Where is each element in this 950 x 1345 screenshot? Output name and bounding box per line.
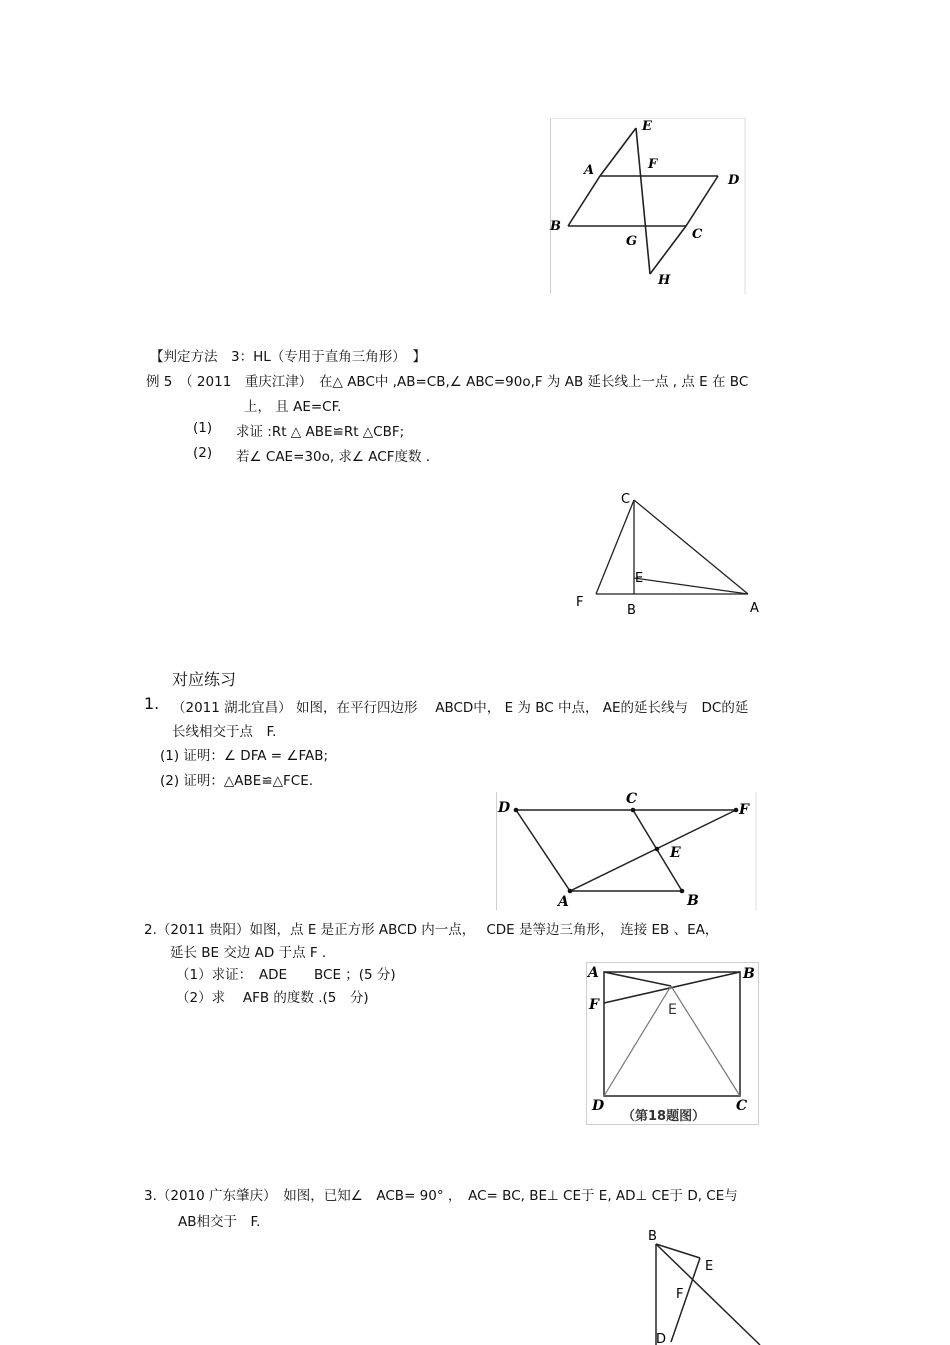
p2-line1: 2.（2011 贵阳）如图，点 E 是正方形 ABCD 内一点， CDE 是等边三角形， 连接 EB 、EA， (144, 922, 719, 938)
label-E: E (642, 119, 652, 134)
label-C: C (626, 791, 638, 807)
p1-q1: (1) 证明：∠ DFA = ∠FAB; (160, 748, 329, 764)
label-D: D (498, 800, 511, 816)
label-E: E (670, 845, 681, 861)
label-B: B (743, 966, 755, 982)
p3-line2: AB相交于 F. (178, 1214, 261, 1230)
label-A: A (584, 163, 595, 178)
p2-q2: （2）求 AFB 的度数 .(5 分) (176, 990, 369, 1006)
label-F: F (589, 997, 599, 1013)
p1-q2: (2) 证明：△ABE≌△FCE. (160, 773, 314, 789)
example5-q1: 求证 :Rt △ ABE≌Rt △CBF; (236, 424, 405, 440)
example5-line1: 例 5 （ 2011 重庆江津） 在△ ABC中 ,AB=CB,∠ ABC=90o,F 为 AB 延长线上一点 , 点 E 在 BC (146, 374, 749, 390)
section-heading: 【判定方法 3：HL（专用于直角三角形） 】 (150, 349, 427, 365)
figure-example5 (570, 488, 770, 620)
figure-top (550, 118, 746, 294)
example5-q2-num: (2) (193, 445, 213, 461)
label-C: C (621, 492, 631, 507)
label-C: C (692, 227, 703, 242)
label-E: E (705, 1259, 714, 1274)
label-E: E (635, 571, 644, 586)
label-F: F (676, 1287, 684, 1302)
p2-line2: 延长 BE 交边 AD 于点 F . (170, 945, 327, 961)
p3-line1: 3.（2010 广东肇庆） 如图，已知∠ ACB= 90° ， AC= BC, BE⊥ CE于 E, AD⊥ CE于 D, CE与 (144, 1188, 738, 1204)
label-G: G (626, 234, 638, 249)
label-B: B (648, 1229, 657, 1244)
example5-line2: 上， 且 AE=CF. (244, 399, 342, 415)
label-D: D (656, 1332, 667, 1345)
figure-p1 (496, 792, 758, 910)
label-E: E (668, 1002, 677, 1018)
label-H: H (658, 273, 671, 288)
figure-caption: （第18题图） (622, 1109, 706, 1124)
label-A: A (750, 601, 759, 616)
label-C: C (736, 1098, 748, 1114)
label-B: B (550, 219, 561, 234)
practice-heading: 对应练习 (172, 670, 237, 689)
example5-q2: 若∠ CAE=30o, 求∠ ACF度数 . (236, 449, 431, 465)
label-D: D (592, 1098, 605, 1114)
example5-q1-num: (1) (193, 420, 213, 436)
p1-line2: 长线相交于点 F. (172, 724, 277, 740)
figure-p2 (586, 962, 760, 1126)
figure-p3 (640, 1224, 760, 1345)
label-F: F (576, 595, 584, 610)
label-F: F (648, 157, 658, 172)
p1-line1: （2011 湖北宜昌） 如图，在平行四边形 ABCD中， E 为 BC 中点， AE的延长线与 DC的延 (172, 700, 749, 716)
label-A: A (558, 894, 569, 910)
label-F: F (739, 802, 749, 818)
label-B: B (687, 893, 699, 909)
label-A: A (588, 965, 599, 981)
p1-number: 1. (144, 694, 160, 713)
label-D: D (728, 173, 740, 188)
p2-q1: （1）求证： ADE BCE ；(5 分) (176, 967, 396, 983)
label-B: B (627, 603, 636, 618)
